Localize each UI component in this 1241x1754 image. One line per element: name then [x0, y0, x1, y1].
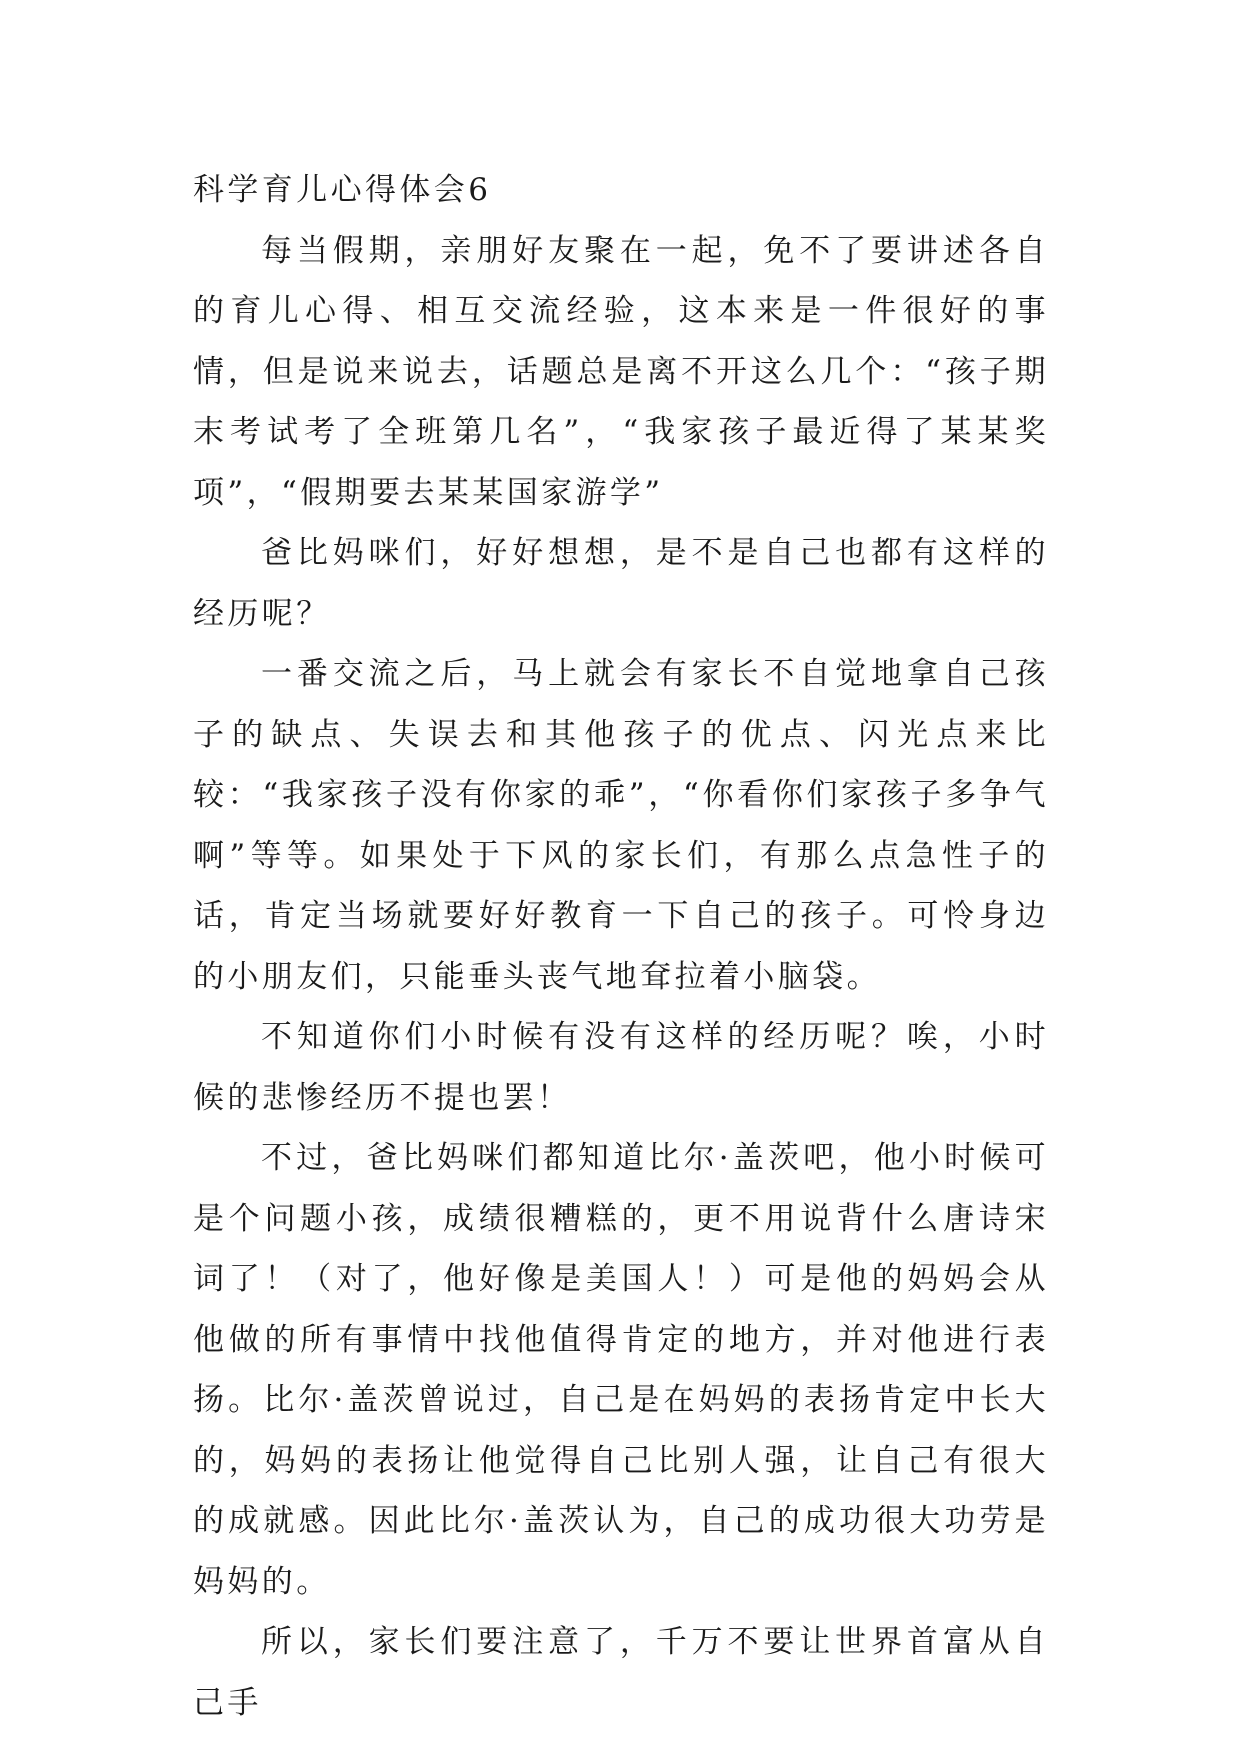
paragraph-6: 所以，家长们要注意了，千万不要让世界首富从自己手	[193, 1624, 1049, 1721]
document-title: 科学育儿心得体会6	[193, 172, 492, 208]
document-body	[193, 160, 1049, 1733]
paragraph-3: 一番交流之后，马上就会有家长不自觉地拿自己孩子的缺点、失误去和其他孩子的优点、闪光点来比较：“我家孩子没有你家的乖”，“你看你们家孩子多争气啊”等等。如果处于下风的家长们，有那么点急性子的话，肯定当场就要好好教育一下自己的孩子。可怜身边的小朋友们，只能垂头丧气地耷拉着小脑袋。	[193, 656, 1049, 995]
paragraph-2: 爸比妈咪们，好好想想，是不是自己也都有这样的经历呢？	[193, 535, 1049, 632]
paragraph-4: 不知道你们小时候有没有这样的经历呢？唉，小时候的悲惨经历不提也罢！	[193, 1019, 1049, 1116]
paragraph-1: 每当假期，亲朋好友聚在一起，免不了要讲述各自的育儿心得、相互交流经验，这本来是一件很好的事情，但是说来说去，话题总是离不开这么几个：“孩子期末考试考了全班第几名”，“我家孩子最近得了某某奖项”，“假期要去某某国家游学”	[193, 232, 1049, 511]
paragraph-5: 不过，爸比妈咪们都知道比尔·盖茨吧，他小时候可是个问题小孩，成绩很糟糕的，更不用说背什么唐诗宋词了！（对了，他好像是美国人！）可是他的妈妈会从他做的所有事情中找他值得肯定的地方，并对他进行表扬。比尔·盖茨曾说过，自己是在妈妈的表扬肯定中长大的，妈妈的表扬让他觉得自己比别人强，让自己有很大的成就感。因此比尔·盖茨认为，自己的成功很大功劳是妈妈的。	[193, 1140, 1049, 1600]
